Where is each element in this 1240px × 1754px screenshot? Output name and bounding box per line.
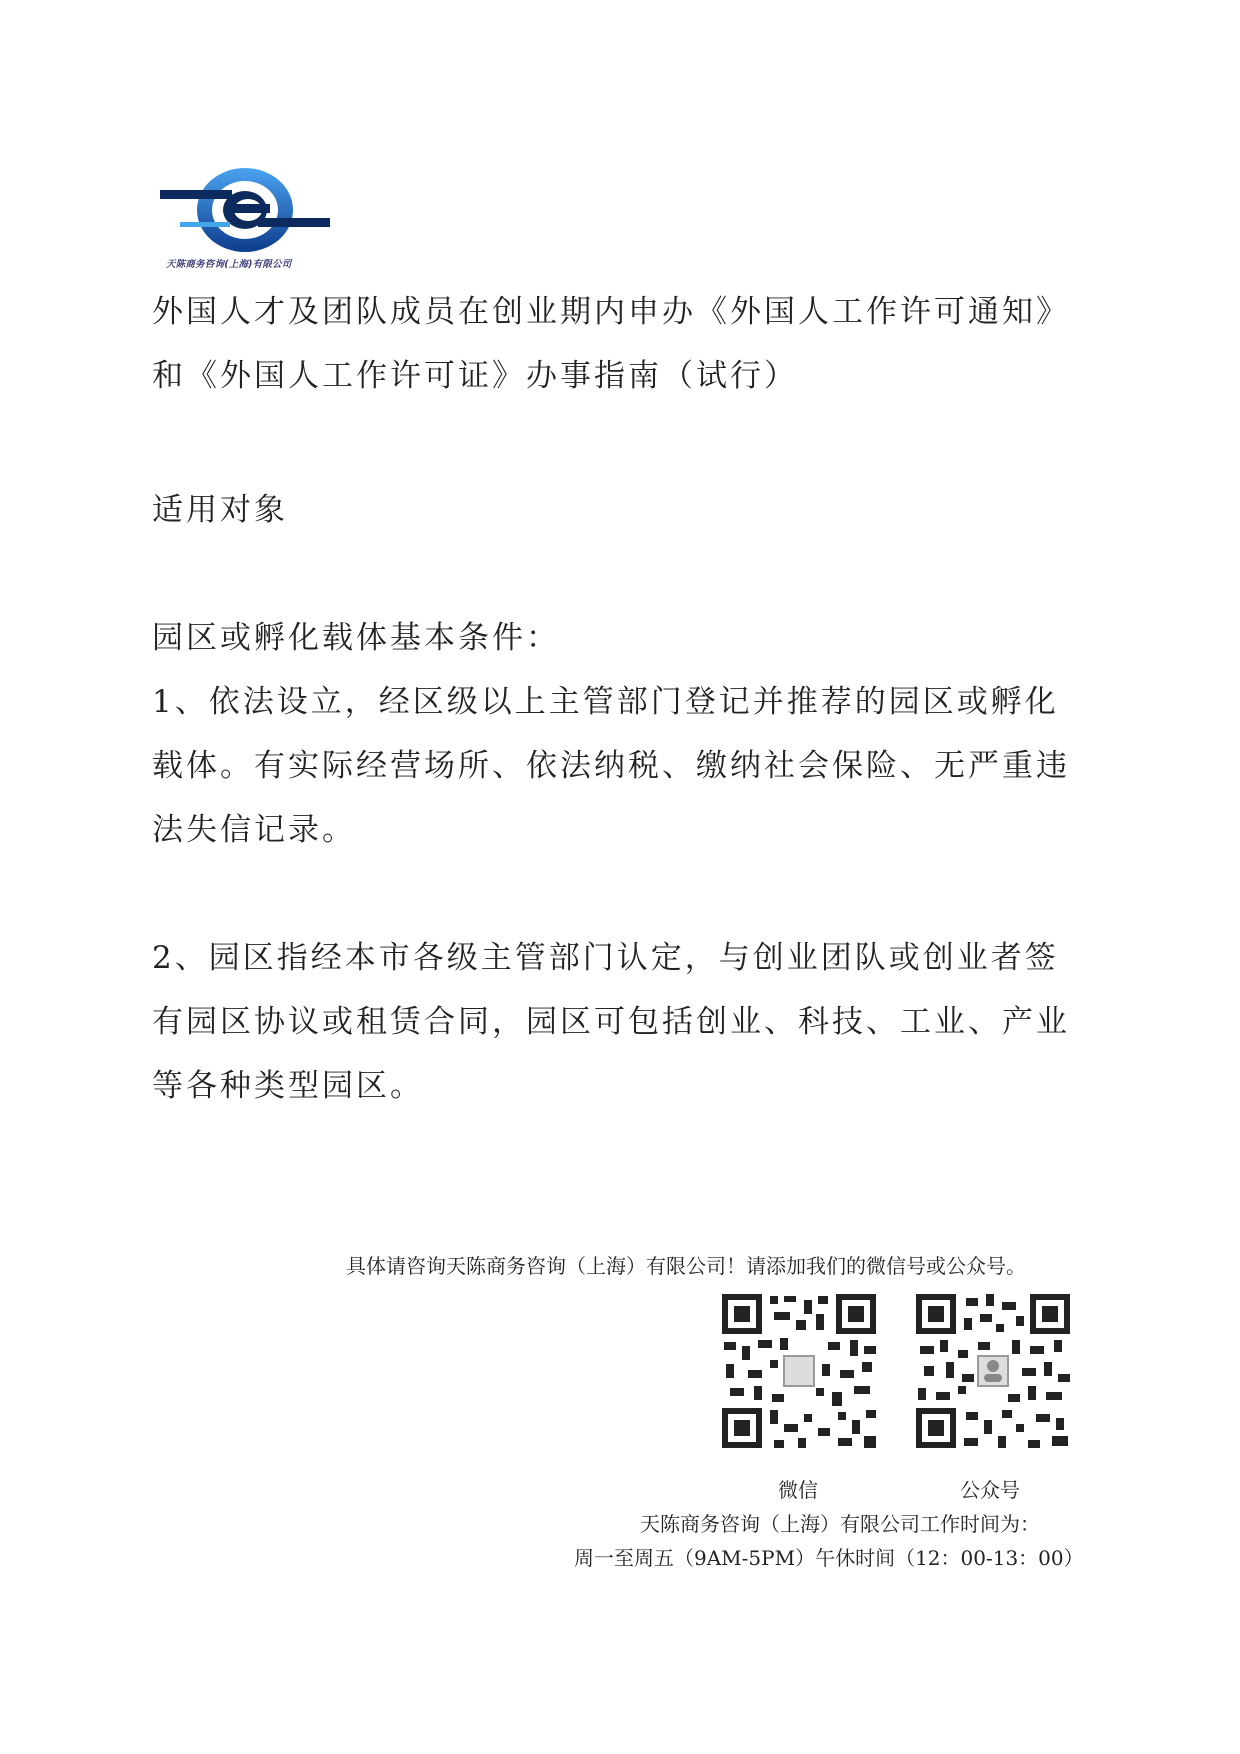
item1-line-3: 法失信记录。 bbox=[152, 812, 356, 848]
hours-line-1: 天陈商务咨询（上海）有限公司工作时间为： bbox=[640, 1512, 1040, 1536]
company-logo bbox=[160, 160, 340, 272]
conditions-heading: 园区或孵化载体基本条件： bbox=[152, 620, 560, 656]
logo-caption: 天陈商务咨询(上海)有限公司 bbox=[166, 259, 292, 270]
item2-line-3: 等各种类型园区。 bbox=[152, 1068, 424, 1104]
item2-line-1: 2、园区指经本市各级主管部门认定，与创业团队或创业者签 bbox=[152, 940, 1059, 976]
item1-line-2: 载体。有实际经营场所、依法纳税、缴纳社会保险、无严重违 bbox=[152, 748, 1070, 784]
title-line-2: 和《外国人工作许可证》办事指南（试行） bbox=[152, 358, 798, 394]
title-line-1: 外国人才及团队成员在创业期内申办《外国人工作许可通知》 bbox=[152, 294, 1070, 330]
section-heading: 适用对象 bbox=[152, 492, 288, 528]
wechat-qr-code[interactable] bbox=[718, 1290, 880, 1452]
contact-note: 具体请咨询天陈商务咨询（上海）有限公司！请添加我们的微信号或公众号。 bbox=[346, 1254, 1026, 1278]
logo-emblem-icon bbox=[160, 160, 330, 256]
item1-line-1: 1、依法设立，经区级以上主管部门登记并推荐的园区或孵化 bbox=[152, 684, 1059, 720]
qr-official-label: 公众号 bbox=[960, 1478, 1020, 1502]
qr-wechat-label: 微信 bbox=[778, 1478, 818, 1502]
hours-line-2: 周一至周五（9AM-5PM）午休时间（12：00-13：00） bbox=[574, 1546, 1084, 1570]
official-account-qr-code[interactable] bbox=[912, 1290, 1074, 1452]
item2-line-2: 有园区协议或租赁合同，园区可包括创业、科技、工业、产业 bbox=[152, 1004, 1070, 1040]
